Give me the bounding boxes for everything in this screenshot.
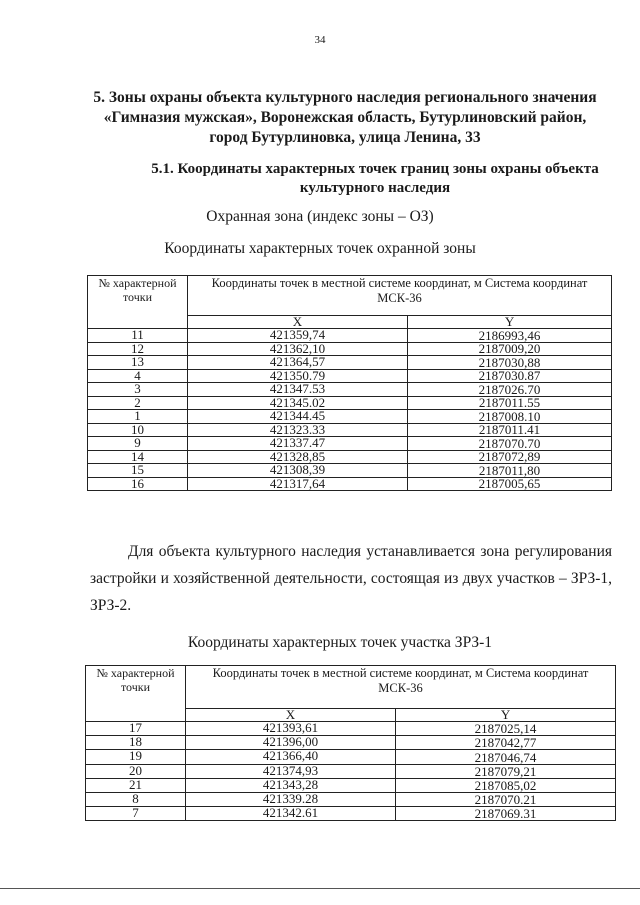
y-coordinate-cell: 2187046,74 — [396, 750, 616, 764]
table-row — [88, 356, 612, 370]
y-coordinate-cell: 2187072,89 — [408, 450, 612, 464]
x-coordinate-cell: 421396,00 — [186, 736, 396, 750]
y-coordinate-cell: 2187025,14 — [396, 722, 616, 736]
point-number-cell: 21 — [86, 778, 186, 792]
y-coordinate-cell: 2187069.31 — [396, 807, 616, 821]
point-number-cell: 17 — [86, 722, 186, 736]
y-coordinate-cell: 2187005,65 — [408, 477, 612, 491]
point-number-cell: 11 — [88, 329, 188, 343]
header-coordinates: Координаты точек в местной системе координат, м Система координат МСК-36 — [188, 276, 612, 316]
page-number: 34 — [314, 34, 326, 46]
point-number-cell: 14 — [88, 450, 188, 464]
header-point-number: № характерной точки — [88, 276, 188, 329]
table2-body — [86, 722, 616, 821]
x-coordinate-cell: 421323.33 — [188, 423, 408, 437]
point-number-cell: 3 — [88, 383, 188, 397]
y-coordinate-cell: 2187070.21 — [396, 792, 616, 806]
point-number-cell: 10 — [88, 423, 188, 437]
point-number-cell: 13 — [88, 356, 188, 370]
point-number-cell: 19 — [86, 750, 186, 764]
x-coordinate-cell: 421350.79 — [188, 369, 408, 383]
table-row — [88, 464, 612, 478]
x-coordinate-cell: 421343,28 — [186, 778, 396, 792]
x-coordinate-cell: 421344.45 — [188, 410, 408, 424]
protection-zone-coordinates-table — [87, 275, 612, 491]
footer-divider — [0, 888, 640, 889]
table-row — [88, 437, 612, 451]
y-coordinate-cell: 2186993,46 — [408, 329, 612, 343]
y-coordinate-cell: 2187030.87 — [408, 369, 612, 383]
y-coordinate-cell: 2187008.10 — [408, 410, 612, 424]
point-number-cell: 12 — [88, 342, 188, 356]
table-row — [88, 410, 612, 424]
zrz-paragraph: Для объекта культурного наследия устанавливается зона регулирования застройки и хозяйственной деятельности, состоящая из двух участков – ЗРЗ-1, ЗРЗ-2. — [90, 543, 612, 614]
point-number-cell: 8 — [86, 792, 186, 806]
y-coordinate-cell: 2187085,02 — [396, 778, 616, 792]
x-coordinate-cell: 421374,93 — [186, 764, 396, 778]
point-number-cell: 15 — [88, 464, 188, 478]
table-row — [86, 792, 616, 806]
zone-name: Охранная зона (индекс зоны – ОЗ) — [206, 208, 434, 225]
x-coordinate-cell: 421339.28 — [186, 792, 396, 806]
header-y: Y — [396, 709, 616, 722]
y-coordinate-cell: 2187011,80 — [408, 464, 612, 478]
point-number-cell: 1 — [88, 410, 188, 424]
table-row — [86, 722, 616, 736]
table-row — [88, 396, 612, 410]
point-number-cell: 4 — [88, 369, 188, 383]
x-coordinate-cell: 421317,64 — [188, 477, 408, 491]
table-row — [88, 383, 612, 397]
table-row — [88, 450, 612, 464]
header-point-number: № характерной точки — [86, 666, 186, 722]
x-coordinate-cell: 421337.47 — [188, 437, 408, 451]
header-x: X — [188, 316, 408, 329]
table-row — [88, 423, 612, 437]
y-coordinate-cell: 2187030,88 — [408, 356, 612, 370]
point-number-cell: 20 — [86, 764, 186, 778]
x-coordinate-cell: 421393,61 — [186, 722, 396, 736]
table-row — [88, 342, 612, 356]
header-x: X — [186, 709, 396, 722]
x-coordinate-cell: 421342.61 — [186, 807, 396, 821]
point-number-cell: 2 — [88, 396, 188, 410]
table-row — [88, 477, 612, 491]
y-coordinate-cell: 2187011.55 — [408, 396, 612, 410]
section-title: 5. Зоны охраны объекта культурного наследия регионального значения «Гимназия мужская», Воронежская область, Бутурлиновский район, город Бутурлиновка, улица Ленина, 33 — [93, 89, 597, 146]
x-coordinate-cell: 421364,57 — [188, 356, 408, 370]
zrz1-coordinates-table — [85, 665, 616, 821]
table-row — [86, 750, 616, 764]
subsection-title: 5.1. Координаты характерных точек границ зоны охраны объекта культурного наследия — [151, 161, 599, 196]
x-coordinate-cell: 421366,40 — [186, 750, 396, 764]
point-number-cell: 16 — [88, 477, 188, 491]
table-row — [88, 369, 612, 383]
x-coordinate-cell: 421359,74 — [188, 329, 408, 343]
y-coordinate-cell: 2187011.41 — [408, 423, 612, 437]
table1-caption: Координаты характерных точек охранной зоны — [164, 240, 476, 257]
x-coordinate-cell: 421362,10 — [188, 342, 408, 356]
point-number-cell: 9 — [88, 437, 188, 451]
table-row — [88, 329, 612, 343]
x-coordinate-cell: 421308,39 — [188, 464, 408, 478]
y-coordinate-cell: 2187009,20 — [408, 342, 612, 356]
x-coordinate-cell: 421345.02 — [188, 396, 408, 410]
y-coordinate-cell: 2187070.70 — [408, 437, 612, 451]
table2-caption: Координаты характерных точек участка ЗРЗ-1 — [187, 634, 493, 651]
header-coordinates: Координаты точек в местной системе координат, м Система координат МСК-36 — [186, 666, 616, 709]
y-coordinate-cell: 2187042,77 — [396, 736, 616, 750]
y-coordinate-cell: 2187079,21 — [396, 764, 616, 778]
point-number-cell: 7 — [86, 807, 186, 821]
table-row — [86, 736, 616, 750]
x-coordinate-cell: 421328,85 — [188, 450, 408, 464]
table-row — [86, 807, 616, 821]
table1-body — [88, 329, 612, 491]
table-row — [86, 778, 616, 792]
table-row — [86, 764, 616, 778]
point-number-cell: 18 — [86, 736, 186, 750]
y-coordinate-cell: 2187026.70 — [408, 383, 612, 397]
header-y: Y — [408, 316, 612, 329]
x-coordinate-cell: 421347.53 — [188, 383, 408, 397]
